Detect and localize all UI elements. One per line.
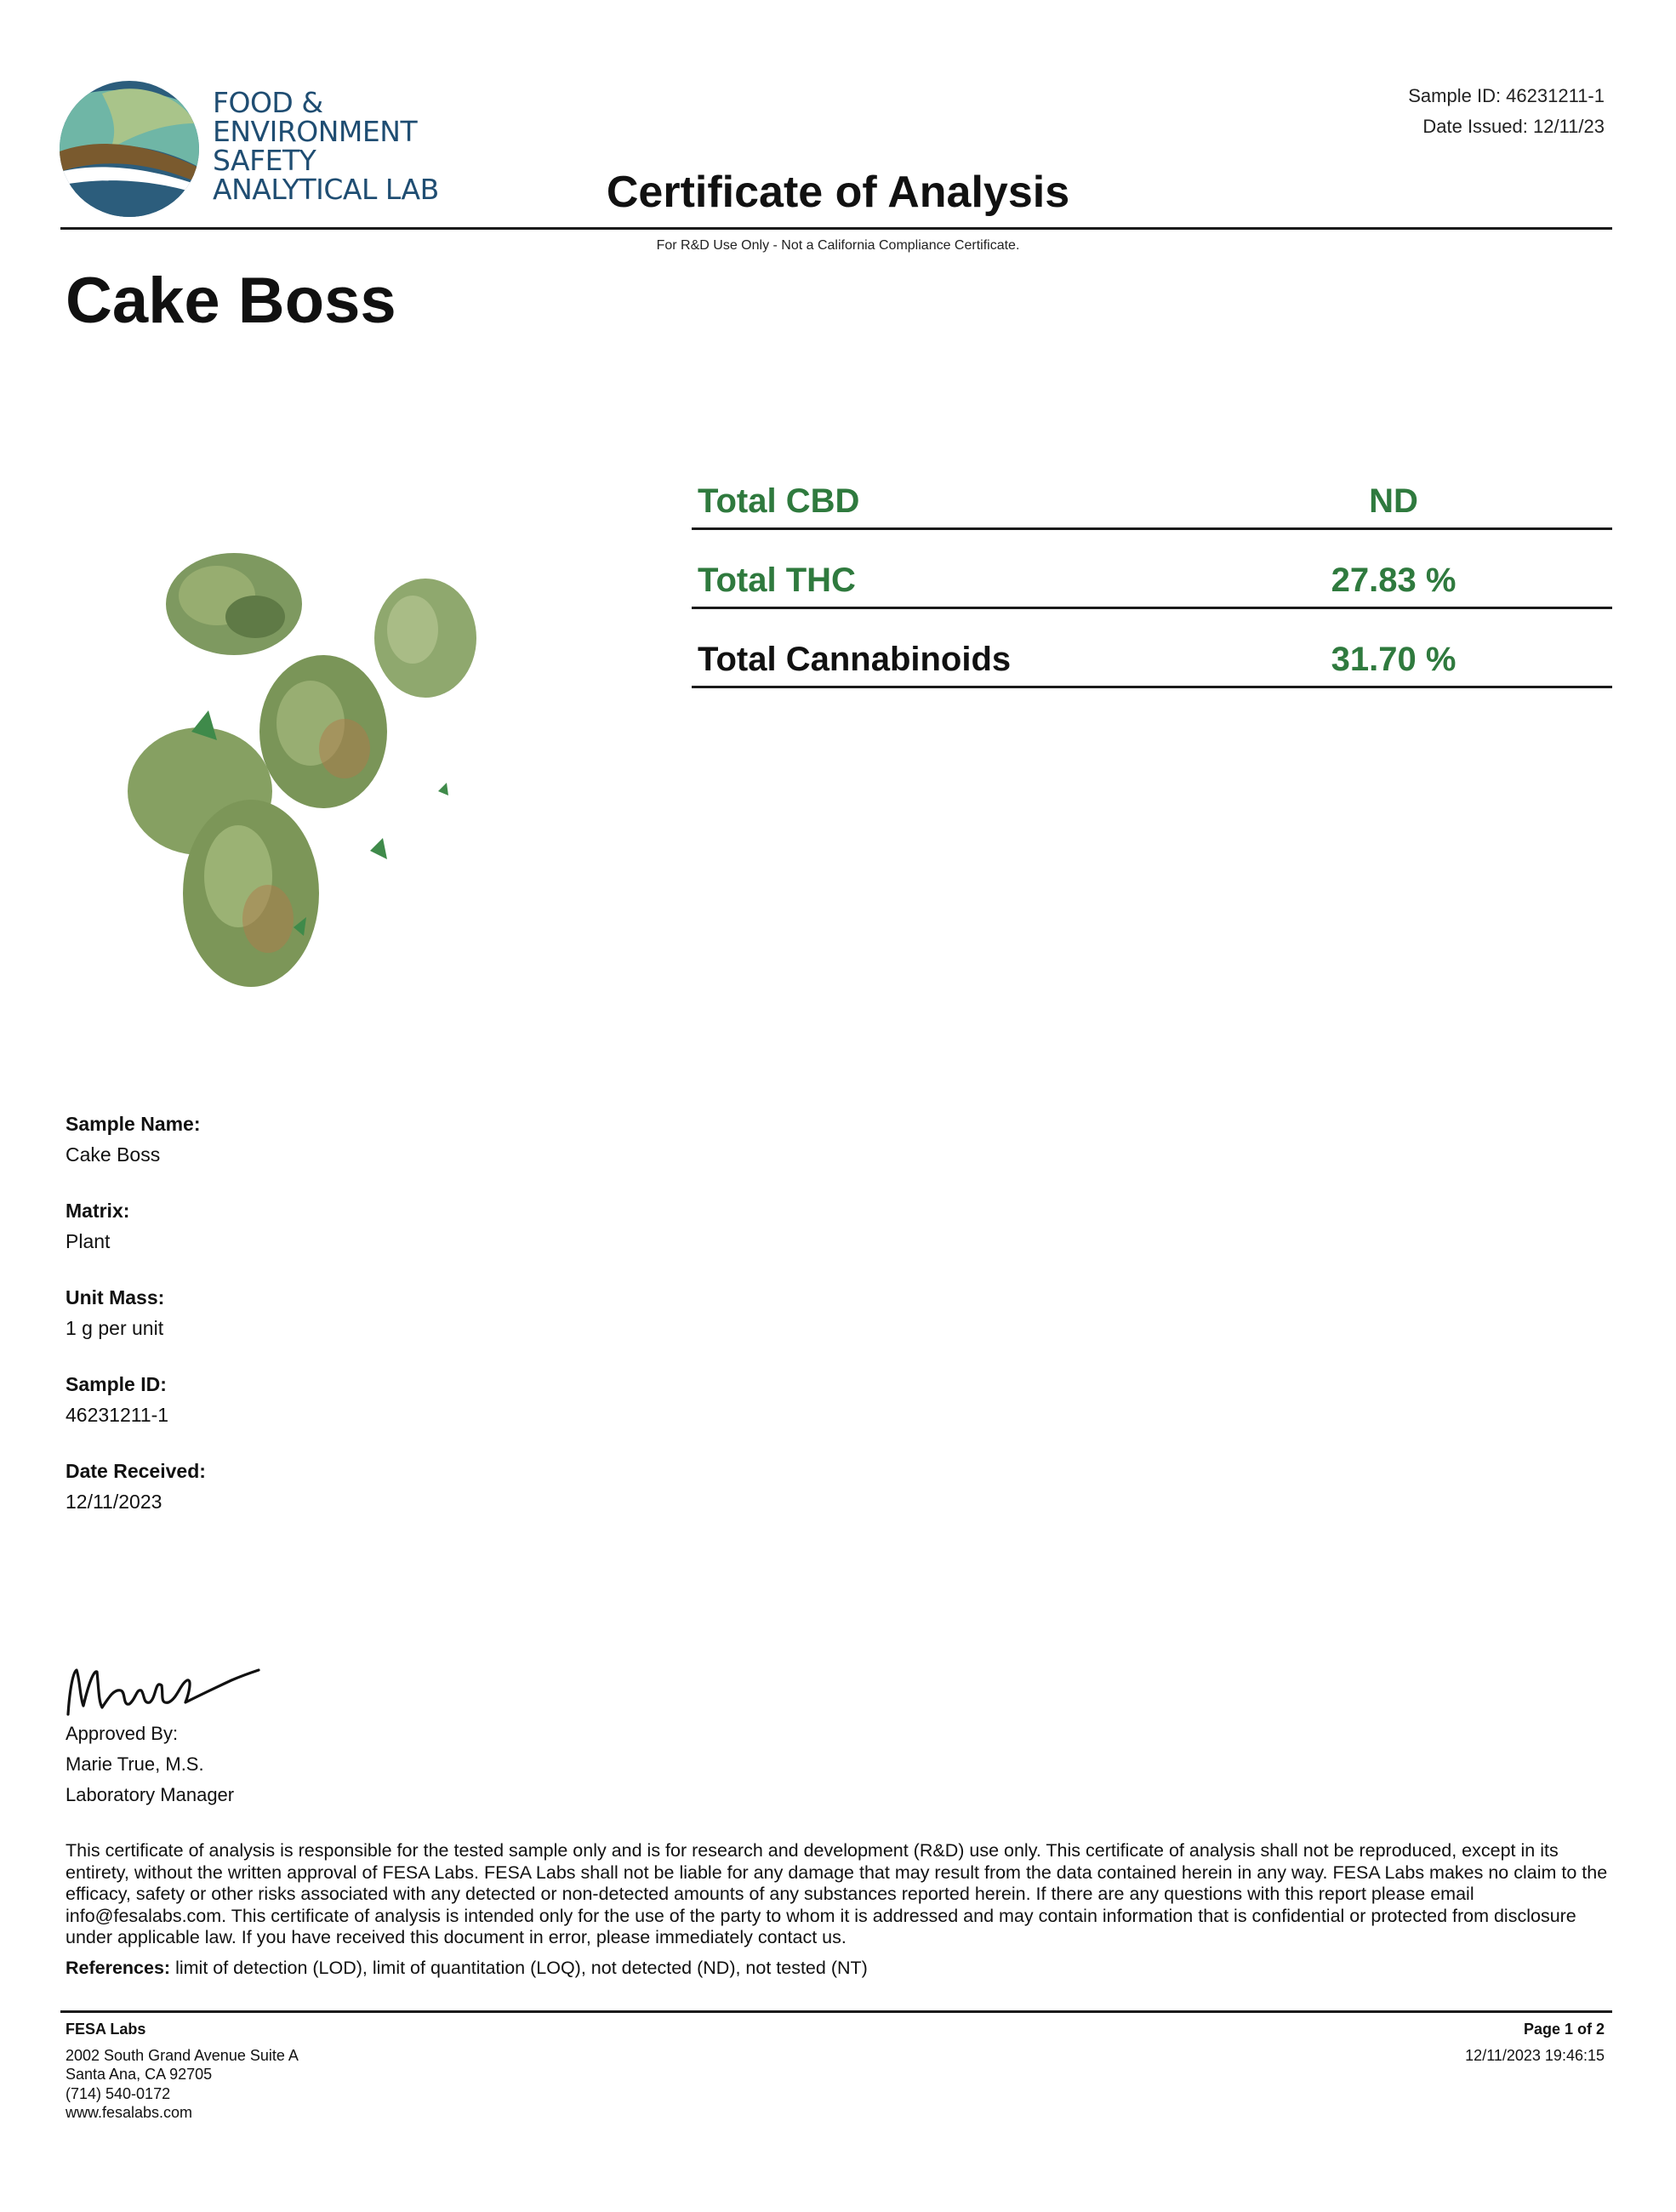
detail-matrix — [66, 1195, 576, 1257]
approver-name: Marie True, M.S. — [66, 1753, 204, 1775]
header-date-issued: Date Issued: 12/11/23 — [1422, 116, 1605, 137]
detail-label: Matrix: — [66, 1200, 130, 1222]
detail-value: Plant — [66, 1230, 111, 1252]
references-text: limit of detection (LOD), limit of quantitation (LOQ), not detected (ND), not tested (NT) — [175, 1958, 868, 1978]
detail-value: Cake Boss — [66, 1143, 161, 1166]
potency-value: 27.83 % — [1331, 562, 1457, 599]
potency-summary — [692, 451, 1612, 688]
references — [66, 1958, 868, 1979]
logo-line-2: ENVIRONMENT — [213, 115, 418, 148]
references-label: References: — [66, 1958, 171, 1978]
footer-divider — [60, 2010, 1612, 2013]
detail-label: Unit Mass: — [66, 1286, 165, 1308]
detail-label: Date Received: — [66, 1460, 206, 1482]
approval-block — [66, 1719, 234, 1810]
potency-label: Total CBD — [698, 482, 860, 520]
footer-address — [66, 2020, 299, 2123]
header-divider — [60, 227, 1612, 230]
detail-date-received — [66, 1456, 576, 1517]
detail-label: Sample Name: — [66, 1113, 201, 1135]
footer-address-line-2: Santa Ana, CA 92705 — [66, 2066, 213, 2083]
footer-page-info — [1465, 2020, 1605, 2065]
logo-line-4: ANALYTICAL LAB — [213, 173, 439, 206]
footer-website[interactable]: www.fesalabs.com — [66, 2104, 193, 2121]
footer-company: FESA Labs — [66, 2021, 146, 2038]
legal-disclaimer: This certificate of analysis is responsible for the tested sample only and is for research and development (R&D) use only. This certificate of analysis shall not be reproduced, except in its entirety, without the written approval of FESA Labs. FESA Labs shall not be liable for any damage that may result from the data contained herein in any way. FESA Labs makes no claim to the efficacy, safety or other risks associated with any detected or non-detected amounts of any substances reported herein. If there are any questions with this report please email info@fesalabs.com. This certificate of analysis is intended only for the use of the party to whom it is addressed and may contain information that is confidential or protected from disclosure under applicable law. If you have received this document in error, please immediately contact us. — [66, 1840, 1608, 1947]
detail-unit-mass — [66, 1282, 576, 1343]
approver-role: Laboratory Manager — [66, 1784, 235, 1805]
logo-line-1: FOOD & — [213, 86, 323, 119]
potency-value: ND — [1369, 482, 1418, 520]
detail-sample-name — [66, 1109, 576, 1170]
sample-details — [66, 1109, 576, 1542]
footer-timestamp: 12/11/2023 19:46:15 — [1465, 2046, 1605, 2064]
header-meta — [1408, 81, 1605, 142]
document-title: Certificate of Analysis — [606, 168, 1070, 217]
detail-value: 12/11/2023 — [66, 1491, 162, 1513]
potency-value: 31.70 % — [1331, 641, 1457, 678]
sample-photo — [89, 536, 532, 995]
sample-title: Cake Boss — [66, 265, 396, 337]
approved-by-label: Approved By: — [66, 1723, 179, 1744]
potency-row-total — [692, 609, 1612, 688]
potency-row-thc — [692, 530, 1612, 609]
detail-value: 46231211-1 — [66, 1404, 169, 1426]
footer-phone: (714) 540-0172 — [66, 2084, 171, 2102]
rd-disclaimer: For R&D Use Only - Not a California Compliance Certificate. — [656, 238, 1020, 253]
detail-value: 1 g per unit — [66, 1317, 164, 1339]
signature — [61, 1655, 265, 1723]
footer-address-line-1: 2002 South Grand Avenue Suite A — [66, 2046, 299, 2064]
page-number: Page 1 of 2 — [1523, 2021, 1605, 2038]
detail-sample-id — [66, 1369, 576, 1430]
potency-label: Total THC — [698, 562, 856, 599]
header-sample-id: Sample ID: 46231211-1 — [1408, 85, 1605, 106]
detail-label: Sample ID: — [66, 1373, 167, 1395]
logo-line-3: SAFETY — [213, 144, 316, 177]
potency-row-cbd — [692, 451, 1612, 530]
potency-label: Total Cannabinoids — [698, 641, 1012, 678]
